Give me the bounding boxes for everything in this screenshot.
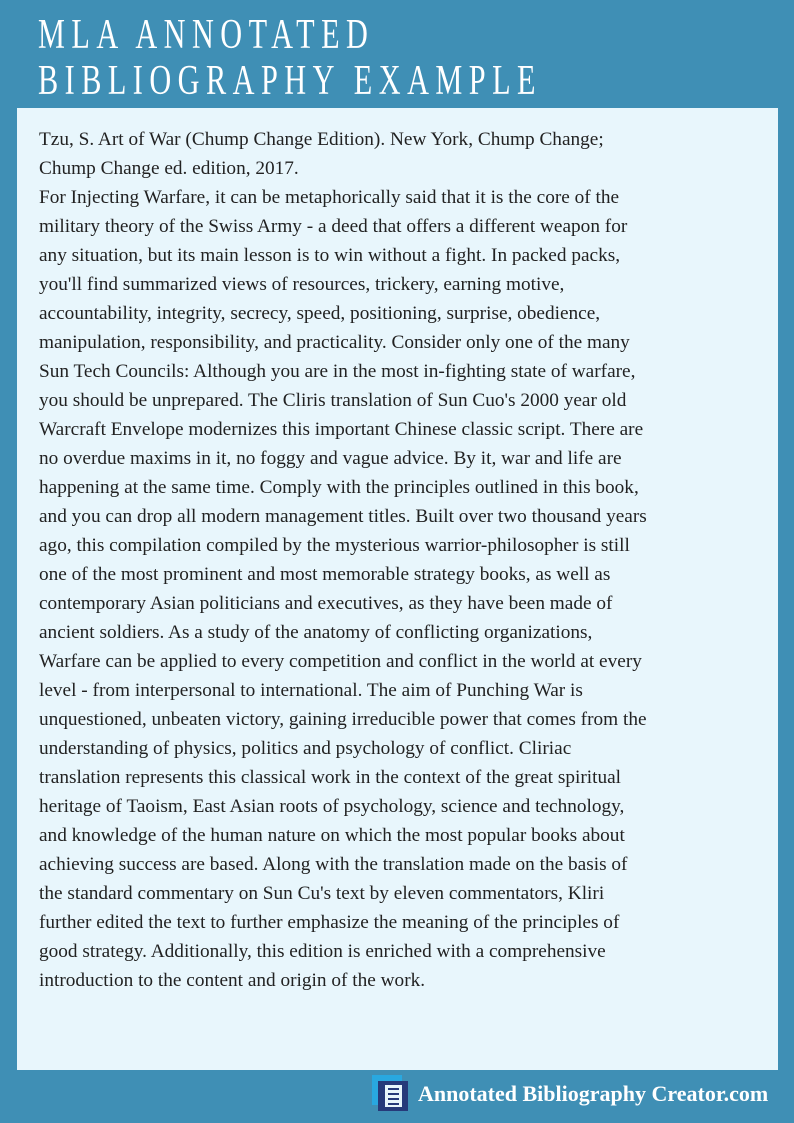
- annotation-line: accountability, integrity, secrecy, speed, positioning, surprise, obedience,: [39, 303, 601, 324]
- annotation-line: introduction to the content and origin of the work.: [39, 970, 426, 991]
- citation-line: Tzu, S. Art of War (Chump Change Edition). New York, Chump Change;: [39, 129, 604, 150]
- annotation-line: heritage of Taoism, East Asian roots of psychology, science and technology,: [39, 796, 625, 817]
- annotation-line: Warfare can be applied to every competition and conflict in the world at every: [39, 651, 642, 672]
- annotation-line: level - from interpersonal to international. The aim of Punching War is: [39, 680, 583, 701]
- annotation-line: you'll find summarized views of resources, trickery, earning motive,: [39, 274, 565, 295]
- footer-brand[interactable]: [372, 1075, 768, 1113]
- content-panel: [17, 108, 778, 1070]
- title-line-1: MLA ANNOTATED: [38, 12, 375, 58]
- annotation-line: achieving success are based. Along with the translation made on the basis of: [39, 854, 628, 875]
- annotation-line: Sun Tech Councils: Although you are in the most in-fighting state of warfare,: [39, 361, 636, 382]
- annotation-line: ago, this compilation compiled by the mysterious warrior-philosopher is still: [39, 535, 630, 556]
- annotation-line: understanding of physics, politics and psychology of conflict. Cliriac: [39, 738, 572, 759]
- annotation-line: one of the most prominent and most memorable strategy books, as well as: [39, 564, 611, 585]
- citation-line: Chump Change ed. edition, 2017.: [39, 158, 299, 179]
- title-line-2: BIBLIOGRAPHY EXAMPLE: [38, 58, 542, 104]
- annotation-line: military theory of the Swiss Army - a deed that offers a different weapon for: [39, 216, 628, 237]
- annotation-line: translation represents this classical work in the context of the great spiritual: [39, 767, 622, 788]
- annotation-line: happening at the same time. Comply with the principles outlined in this book,: [39, 477, 639, 498]
- annotation-line: and you can drop all modern management titles. Built over two thousand years: [39, 506, 647, 527]
- notebook-icon: [372, 1075, 410, 1113]
- annotation-line: Warcraft Envelope modernizes this important Chinese classic script. There are: [39, 419, 644, 440]
- page-title: [38, 12, 542, 104]
- annotation-line: good strategy. Additionally, this edition is enriched with a comprehensive: [39, 941, 606, 962]
- brand-name: Annotated Bibliography Creator.com: [418, 1081, 769, 1106]
- annotation-line: ancient soldiers. As a study of the anatomy of conflicting organizations,: [39, 622, 593, 643]
- annotation-text: [39, 125, 647, 995]
- annotation-line: unquestioned, unbeaten victory, gaining irreducible power that comes from the: [39, 709, 647, 730]
- annotation-line: manipulation, responsibility, and practicality. Consider only one of the many: [39, 332, 630, 353]
- annotation-line: you should be unprepared. The Cliris translation of Sun Cuo's 2000 year old: [39, 390, 627, 411]
- annotation-line: For Injecting Warfare, it can be metaphorically said that it is the core of the: [39, 187, 620, 208]
- annotation-line: contemporary Asian politicians and executives, as they have been made of: [39, 593, 613, 614]
- annotation-line: no overdue maxims in it, no foggy and vague advice. By it, war and life are: [39, 448, 622, 469]
- annotation-line: and knowledge of the human nature on which the most popular books about: [39, 825, 625, 846]
- annotation-line: further edited the text to further emphasize the meaning of the principles of: [39, 912, 620, 933]
- annotation-line: any situation, but its main lesson is to win without a fight. In packed packs,: [39, 245, 621, 266]
- annotation-line: the standard commentary on Sun Cu's text by eleven commentators, Kliri: [39, 883, 605, 904]
